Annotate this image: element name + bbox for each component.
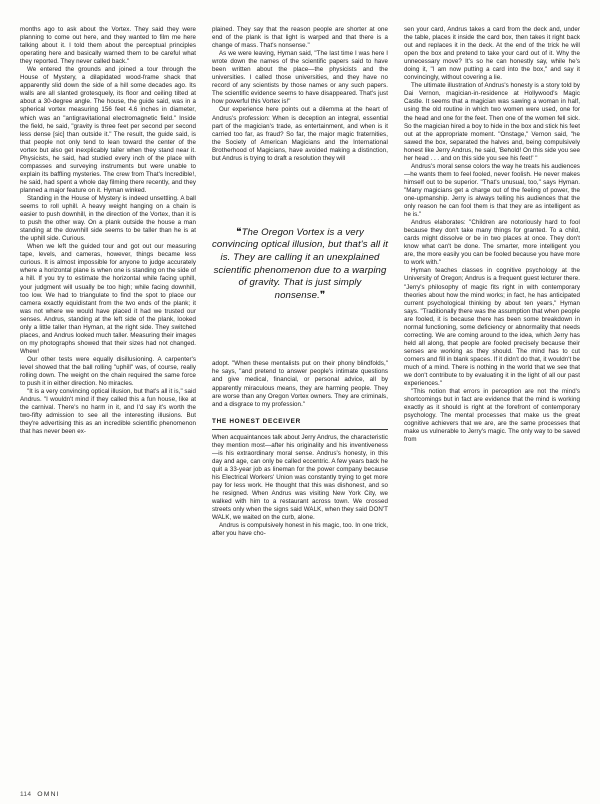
paragraph: The ultimate illustration of Andrus's honesty is a story told by Dai Vernon, magician-in-residence at Hollywood's Magic Castle. It seems that a magician was sawing a woman in half, using the old routine in which two women were used, one for the head and one for the feet. Then one of the women fell sick. So the magician hired a boy to hide in the box and stick his feet out at the appropriate moment. "Onstage," Vernon said, "he sawed the box, separated the halves and, being compulsively honest like Jerry Andrus, he said, 'Behold! On this side you see her head . . . and on this side you see his feet!' " xyxy=(404,82,580,162)
paragraph: "It is a very convincing optical illusion, but that's all it is," said Andrus. "I wouldn't mind if they called this a fun house, like at the carnival. There's no harm in it, and I'd say it's worth the two-fifty admission to see all the interesting illusions. But they're advertising this as an incredible scientific phenomenon that has never been ex- xyxy=(20,388,196,436)
paragraph: months ago to ask about the Vortex. They said they were planning to come out here, and they wanted to film me here talking about it. I told them about the perceptual principles operating here and basically warned them to be careful what they reported. They never called back." xyxy=(20,26,196,66)
paragraph: Hyman teaches classes in cognitive psychology at the University of Oregon; Andrus is a frequent guest lecturer there. "Jerry's philosophy of magic fits right in with contemporary theories about how the mind works; in fact, he has anticipated current psychological thinking by about ten years," Hyman says. "Traditionally there was the assumption that when people are fooled, it is because there has been some breakdown in normal functioning, some deficiency or abnormality that needs correcting. We are coming around to the idea, which Jerry has held all along, that people are fooled precisely because their senses are working as they should. The mind has to cut corners and fill in blank spaces. If it didn't do that, it wouldn't be much of a mind. There is nothing in the world that we see that we don't contribute to by evaluating it in the light of all our past experiences." xyxy=(404,267,580,388)
paragraph: When acquaintances talk about Jerry Andrus, the characteristic they mention most—after his originality and his inventiveness—is his extraordinary moral sense. Andrus's honesty, in this day and age, can only be called eccentric. A few years back he quit a 33-year job as lineman for the power company because his Electrical Workers' Union was constantly trying to get more pay for less work. He thought that this was dishonest, and so he resigned. When Andrus was visiting New York City, we walked with him to a restaurant across town. We crossed streets only when the signs said WALK, when they said DON'T WALK, we waited on the curb, alone. xyxy=(212,433,389,522)
paragraph: adopt. "When these mentalists put on their phony blindfolds," he says, "and pretend to answer people's intimate questions and give medical, financial, or personal advice, all by apparently miraculous means, they are harming people. They are worse than any Oregon Vortex owners. They are criminals, and a disgrace to my profession." xyxy=(212,360,388,408)
quote-close-mark: ❞ xyxy=(319,289,326,301)
pull-quote xyxy=(212,227,388,303)
paragraph: Standing in the House of Mystery is indeed unsettling. A ball seems to roll uphill. A heavy weight hanging on a chain is easier to push downhill, in the direction of the Vortex, than it is to push the other way. On a plank outside the house a man standing at the downhill side seems to be taller than he is at the uphill side. Curious. xyxy=(20,194,196,243)
paragraph: "This notion that errors in perception are not the mind's shortcomings but in fact are evidence that the mind is working exactly as it should is right at the forefront of contemporary psychology. The mental processes that make us the great cognitive achievers that we are, are the same processes that make us vulnerable to Jerry's magic. The only way to be saved from xyxy=(404,388,580,444)
section-heading: THE HONEST DECEIVER xyxy=(212,417,301,425)
paragraph: Andrus elaborates: "Children are notoriously hard to fool because they don't take many things for granted. To a child, cards might dissolve or be in two places at once. They don't know what can't be done. The smarter, more intelligent you are, the more easily you can be fooled because you have more to work with." xyxy=(404,219,580,267)
page-footer xyxy=(20,791,60,798)
quote-spacer-bottom xyxy=(212,314,388,360)
paragraph: Our experience here points out a dilemma at the heart of Andrus's profession: When is deception an integral, essential part of the magician's trade, as entertainment, and when is it carried too far, as fraud? So far, the major magic fraternities, the Society of American Magicians and the International Brotherhood of Magicians, have avoided making a distinction, but Andrus is trying to draft a resolution they will xyxy=(212,106,388,162)
column-2 xyxy=(212,26,388,768)
paragraph: Our other tests were equally disillusioning. A carpenter's level showed that the ball rolling "uphill" was, of course, really rolling down. The weight on the chain required the same force to push it in either direction. No miracles. xyxy=(20,355,196,388)
quote-open-mark: ❝ xyxy=(236,226,242,238)
paragraph: sen your card, Andrus takes a card from the deck and, under the table, places it inside the card box, then takes it right back out and replaces it in the deck. At the end of the trick he will open the box and pretend to take your card out of it. Why the unnecessary move? It's so he can honestly say, while he's doing it, "I am now putting a card into the box," and say it convincingly, without covering a lie. xyxy=(404,26,580,82)
page-number: 114 xyxy=(20,791,32,798)
paragraph: Andrus is compulsively honest in his magic, too. In one trick, after you have cho- xyxy=(212,522,388,538)
column-3 xyxy=(404,26,580,768)
column-1 xyxy=(20,26,196,768)
paragraph: plained. They say that the reason people are shorter at one end of the plank is that light is warped and that there is a change of mass. That's nonsense." xyxy=(212,26,388,50)
paragraph: When we left the guided tour and got out our measuring tape, levels, and cameras, however, things became less curious. It is almost impossible for anyone to judge accurately where a horizontal plane is when one is standing on the side of a hill. If you try to estimate the horizontal while facing uphill, your judgment will usually be too high; while facing downhill, too low. We had to triangulate to find the spot to place our camera exactly equidistant from the two ends of the plank; it was not where we would have placed it had we trusted our senses. Andrus, standing at the left side of the plank, looked only a little taller than Hyman, at the right side. They switched places, and Andrus looked much taller. Measuring their images on my photographs showed that their sizes had not changed. Whew! xyxy=(20,243,196,355)
article-columns xyxy=(20,26,580,768)
paragraph: Andrus's moral sense colors the way he treats his audiences—he wants them to feel fooled, never foolish. He never makes himself out to be superior. "That's unusual, too," says Hyman. "Many magicians get a charge out of the feeling of power, the one-upmanship. Jerry is always telling his audiences that the only reason he can fool them is that they are as intelligent as he is." xyxy=(404,162,580,219)
paragraph: As we were leaving, Hyman said, "The last time I was here I wrote down the names of the scientific papers said to have been written about the place—the physicists and the universities. I called those universities, and they have no record of any scientists by those names or any such papers. The scientific evidence seems to have disappeared. That's just how powerful this Vortex is!" xyxy=(212,50,388,106)
pull-quote-text: The Oregon Vortex is a very convincing optical illusion, but that's all it is. They are calling it an unexplained scientific phenomenon due to a warping of gravity. That is just simply nonsense. xyxy=(212,226,389,301)
magazine-title: OMNI xyxy=(37,791,60,798)
section-rule xyxy=(212,429,388,430)
quote-spacer-top xyxy=(212,163,388,215)
paragraph: We entered the grounds and joined a tour through the House of Mystery, a dilapidated wood-frame shack that apparently slid down the side of a hill some decades ago. Its walls are all slanted grotesquely, its floor and ceiling tilted at about a 30-degree angle. The house, the guide said, was in a spherical vortex measuring 156 feet 4.6 inches in diameter, which was an "antigravitational electromagnetic field." Inside the field, he said, "gravity is three feet per second per second less dense [sic] than outside it." The result, the guide said, is that people not only tend to lean toward the center of the vortex but also get inexplicably taller when they stand near it. Physicists, he said, had studied every inch of the place with compasses and surveying instruments but were unable to explain its baffling mysteries. The crew from That's Incredible!, he said, had spent a whole day filming there recently, and they planned a major feature on it. Hyman winked. xyxy=(20,66,196,194)
